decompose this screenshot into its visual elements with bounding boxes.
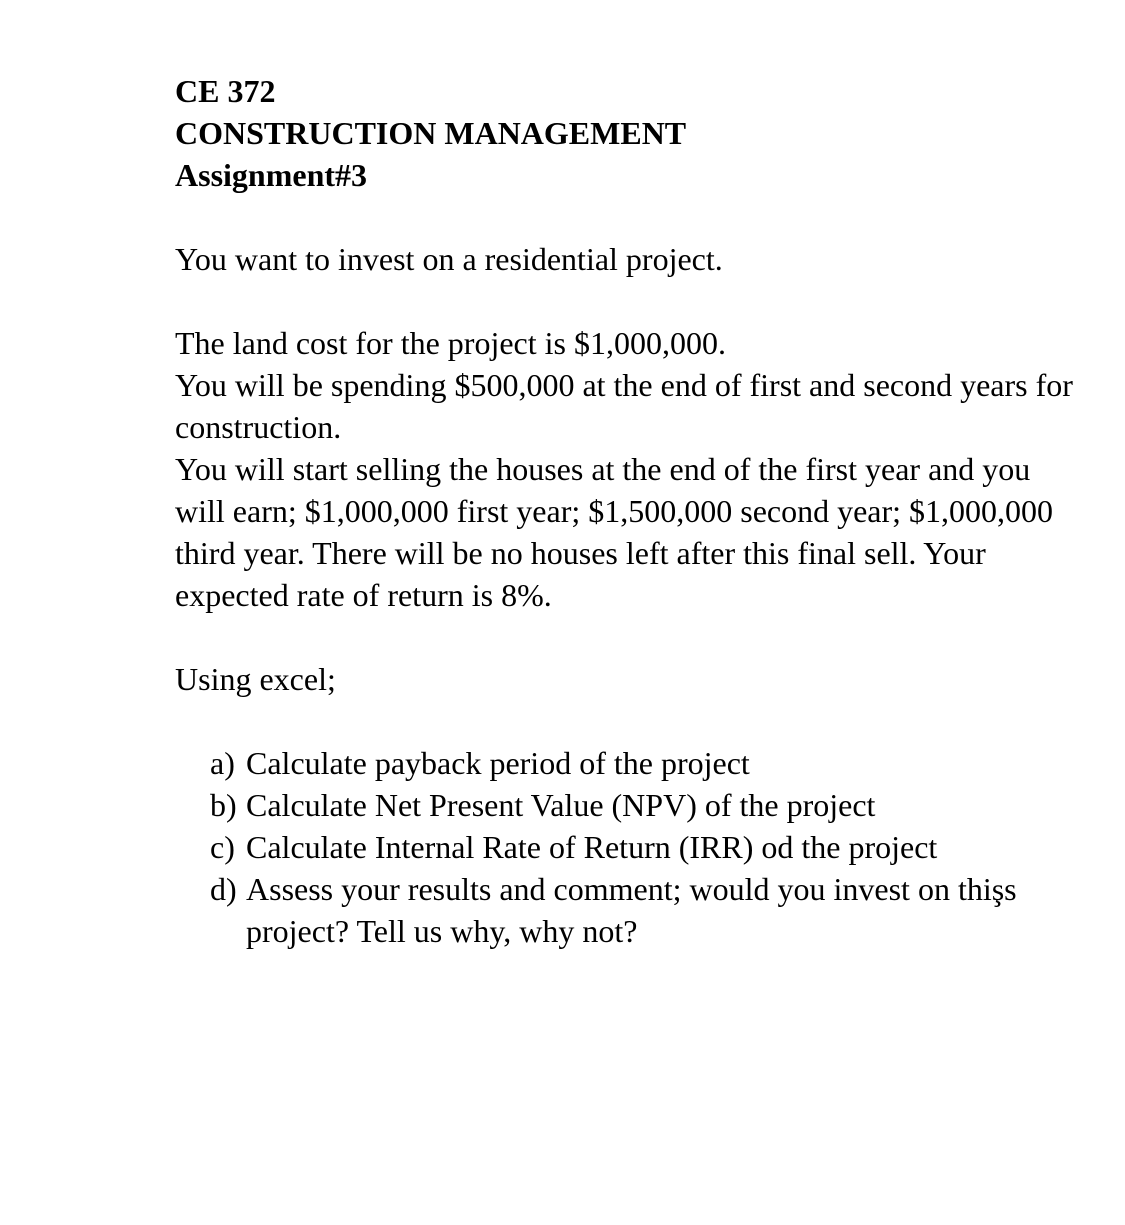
assignment-document [175,70,1085,952]
task-text: Calculate Net Present Value (NPV) of the project [246,787,876,823]
course-code: CE 372 [175,73,276,109]
task-text: Calculate Internal Rate of Return (IRR) od the project [246,829,938,865]
course-name: CONSTRUCTION MANAGEMENT [175,115,687,151]
task-letter: b) [210,787,237,823]
assignment-title: Assignment#3 [175,157,368,193]
using-excel-label: Using excel; [175,661,336,697]
fact-land-cost: The land cost for the project is $1,000,000. [175,325,726,361]
task-list [175,742,1085,952]
task-text: Calculate payback period of the project [246,745,750,781]
fact-sales-revenue: You will start selling the houses at the end of the first year and you will earn; $1,000,000 first year; $1,500,000 second year; $1,000,000 third year. There will be no houses left after this final sell. Your expected rate of return is 8%. [175,451,1054,613]
task-text: Assess your results and comment; would you invest on thişs project? Tell us why, why not? [246,871,1017,949]
task-item [210,742,1085,784]
intro-paragraph: You want to invest on a residential project. [175,241,723,277]
task-item [210,826,1085,868]
task-letter: d) [210,871,237,907]
task-item [210,784,1085,826]
project-facts [175,322,1085,616]
document-header [175,70,1085,196]
task-item [210,868,1085,952]
fact-construction-spending: You will be spending $500,000 at the end of first and second years for construction. [175,367,1073,445]
task-letter: a) [210,745,235,781]
task-letter: c) [210,829,235,865]
